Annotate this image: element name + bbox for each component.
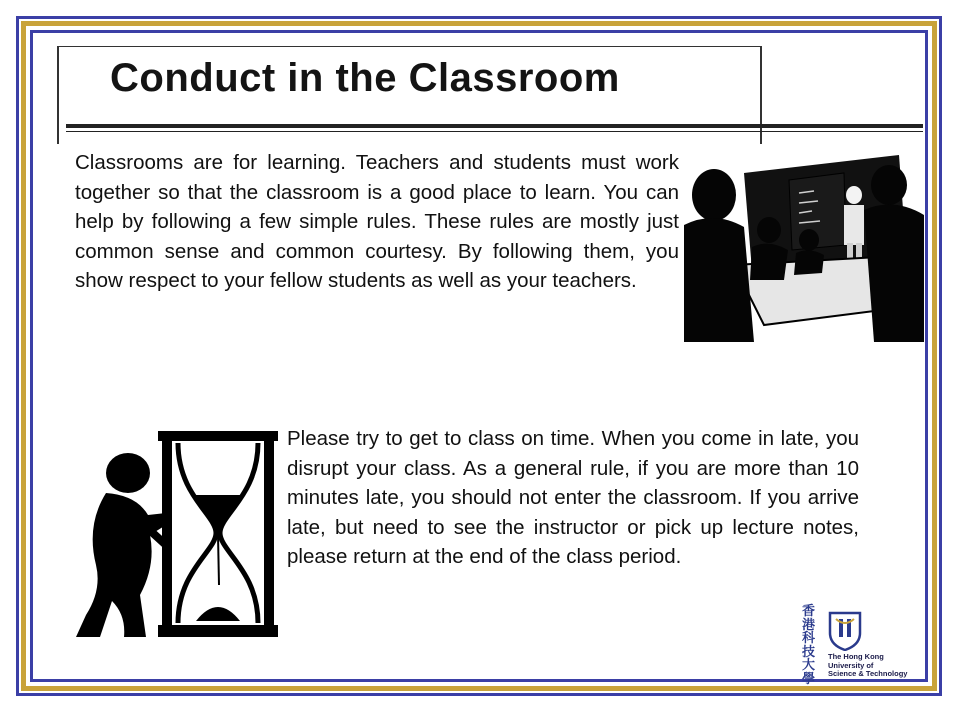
logo-english-name: The Hong Kong University of Science & Technology: [828, 652, 908, 678]
logo-chinese-name: 香 港 科 技 大 學: [802, 604, 816, 687]
title-rule-thin: [66, 131, 923, 132]
classroom-illustration: [684, 155, 924, 342]
title-rule-thick: [66, 124, 923, 128]
shield-icon: [828, 611, 862, 651]
intro-paragraph: Classrooms are for learning. Teachers and students must work together so that the classroom is a good place to learn. You can help by following a few simple rules. These rules are mostly just common sense and common courtesy. By following them, you show respect to your fellow students as well as your teachers.: [75, 151, 679, 292]
hourglass-illustration: [66, 425, 286, 645]
slide-title: Conduct in the Classroom: [110, 56, 620, 100]
punctuality-paragraph: Please try to get to class on time. When you come in late, you disrupt your class. As a general rule, if you are more than 10 minutes late, you should not enter the classroom. If you arrive late, but need to see the instructor or pick up lecture notes, please return at the end of the class period.: [287, 427, 859, 568]
hkust-logo: [802, 604, 912, 687]
